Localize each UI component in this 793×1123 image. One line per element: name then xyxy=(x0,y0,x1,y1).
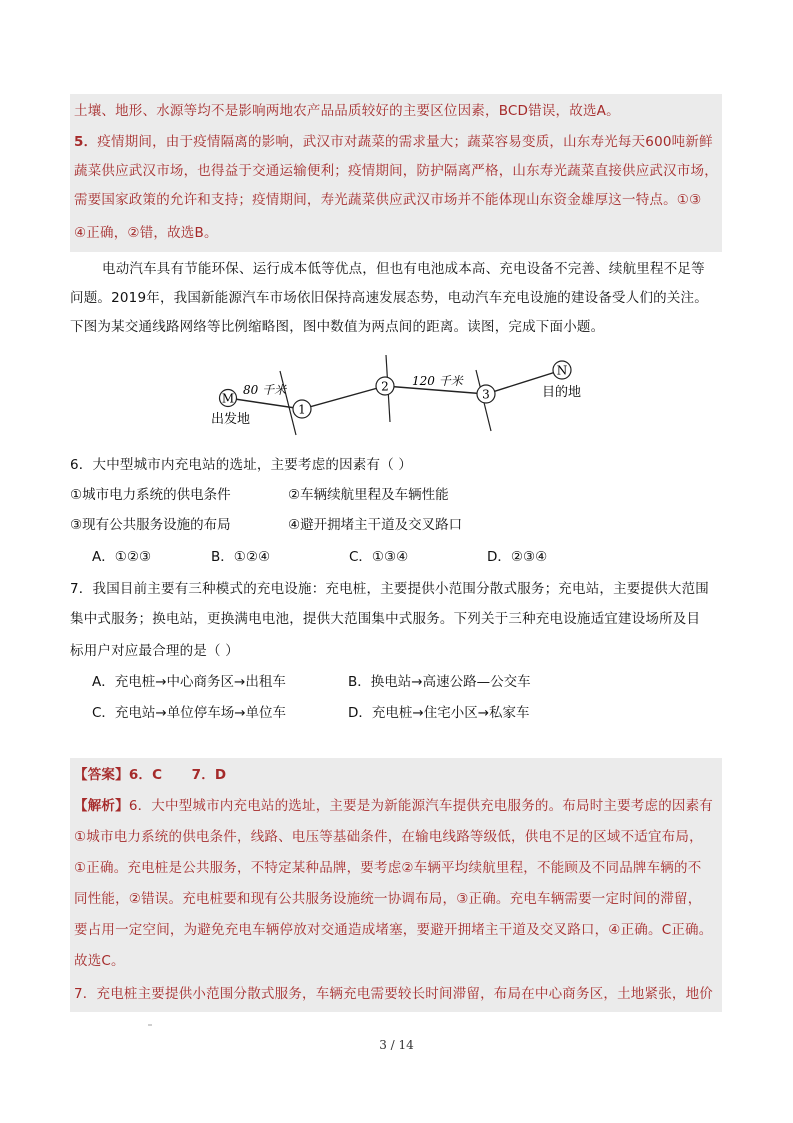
analysis-line: ①城市电力系统的供电条件，线路、电压等基础条件，在输电线路等级低，供电不足的区域不适宜布局， xyxy=(74,829,703,845)
q7-stem-line: 7．我国目前主要有三种模式的充电设施：充电桩，主要提供小范围分散式服务；充电站，主要提供大范围 xyxy=(70,581,709,597)
q7-option-a: A．充电桩→中心商务区→出租车 xyxy=(92,674,286,690)
station-2-label: 2 xyxy=(381,379,389,394)
q6-item: ②车辆续航里程及车辆性能 xyxy=(288,487,449,503)
q5-answer-line: ④正确，②错，故选B。 xyxy=(74,225,218,241)
passage-line: 下图为某交通线路网络等比例缩略图，图中数值为两点间的距离。读图，完成下面小题。 xyxy=(70,319,605,335)
q5-answer-text: 疫情期间，由于疫情隔离的影响，武汉市对蔬菜的需求量大；蔬菜容易变质，山东寿光每天600吨新鲜 xyxy=(97,134,713,150)
page-number: 3 / 14 xyxy=(379,1038,414,1052)
q5-number: 5． xyxy=(74,134,98,150)
analysis-label: 【解析】 xyxy=(74,798,129,814)
q6-option-d: D．②③④ xyxy=(487,549,548,565)
q6-option-a: A．①②③ xyxy=(92,549,152,565)
analysis-line: 同性能，②错误。充电桩要和现有公共服务设施统一协调布局，③正确。充电车辆需要一定时间的滞留， xyxy=(74,891,702,907)
distance-label-1: 80 千米 xyxy=(243,383,287,397)
end-place-label: 目的地 xyxy=(542,385,582,400)
q5-answer-line: 蔬菜供应武汉市场，也得益于交通运输便利；疫情期间，防护隔离严格，山东寿光蔬菜直接供应武汉市场， xyxy=(74,163,718,179)
analysis-text: 6．大中型城市内充电站的选址，主要是为新能源汽车提供充电服务的。布局时主要考虑的因素有 xyxy=(128,798,714,814)
start-node-label: M xyxy=(221,391,235,406)
q7-option-d: D．充电桩→住宅小区→私家车 xyxy=(348,705,530,721)
analysis-line: 故选C。 xyxy=(74,953,125,969)
q6-item: ④避开拥堵主干道及交叉路口 xyxy=(288,517,463,533)
analysis-line: 要占用一定空间，为避免充电车辆停放对交通造成堵塞，要避开拥堵主干道及交叉路口，④正确。C正确。 xyxy=(74,922,713,938)
q6-option-c: C．①③④ xyxy=(349,549,409,565)
q6-item: ①城市电力系统的供电条件 xyxy=(70,487,231,503)
q6-stem: 6．大中型城市内充电站的选址，主要考虑的因素有（ ） xyxy=(70,457,413,473)
answer-text-line: 土壤、地形、水源等均不是影响两地农产品品质较好的主要区位因素，BCD错误，故选A。 xyxy=(74,103,620,119)
analysis-line: ①正确。充电桩是公共服务，不特定某种品牌，要考虑②车辆平均续航里程，不能顾及不同品牌车辆的不 xyxy=(74,860,702,876)
q5-answer-line xyxy=(74,131,724,153)
q6-item: ③现有公共服务设施的布局 xyxy=(70,517,231,533)
distance-label-2: 120 千米 xyxy=(412,374,463,388)
answer-label: 【答案】 xyxy=(74,767,129,783)
end-node-label: N xyxy=(556,363,568,378)
decorative-dot xyxy=(148,1024,152,1026)
q7-stem-line: 集中式服务；换电站，更换满电电池，提供大范围集中式服务。下列关于三种充电设施适宜建设场所及目 xyxy=(70,611,701,627)
analysis-line: 7．充电桩主要提供小范围分散式服务，车辆充电需要较长时间滞留，布局在中心商务区，土地紧张，地价 xyxy=(74,986,713,1002)
q5-answer-line: 需要国家政策的允许和支持；疫情期间，寿光蔬菜供应武汉市场并不能体现山东资金雄厚这一特点。①③ xyxy=(74,192,702,208)
passage-line: 电动汽车具有节能环保、运行成本低等优点，但也有电池成本高、充电设备不完善、续航里程不足等 xyxy=(102,261,705,277)
crossroad-1 xyxy=(280,371,296,435)
q6-option-b: B．①②④ xyxy=(211,549,271,565)
passage-line: 问题。2019年，我国新能源汽车市场依旧保持高速发展态势，电动汽车充电设施的建设备受人们的关注。 xyxy=(70,290,708,306)
analysis-line xyxy=(74,795,724,817)
station-1-label: 1 xyxy=(298,402,306,417)
start-place-label: 出发地 xyxy=(211,412,251,427)
station-3-label: 3 xyxy=(482,387,490,402)
q7-stem-line: 标用户对应最合理的是（ ） xyxy=(70,643,239,659)
answer-values: 6．C 7．D xyxy=(128,767,227,783)
answer-key-line xyxy=(74,764,724,786)
q7-option-c: C．充电站→单位停车场→单位车 xyxy=(92,705,287,721)
road-network-diagram xyxy=(200,350,600,450)
q7-option-b: B．换电站→高速公路—公交车 xyxy=(348,674,531,690)
